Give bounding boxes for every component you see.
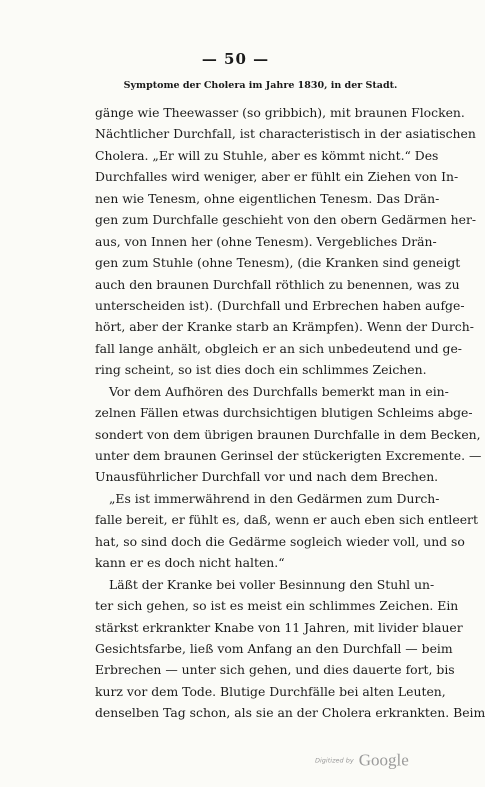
text-line: auch den braunen Durchfall röthlich zu benennen, was zu [95,276,460,292]
text-line: hat, so sind doch die Gedärme sogleich wieder voll, und so [95,533,465,549]
text-line: denselben Tag schon, als sie an der Cholera erkrankten. Beim [95,705,485,721]
text-line: Erbrechen — unter sich gehen, und dies dauerte fort, bis [95,662,455,678]
watermark-prefix: Digitized by [315,756,354,765]
text-line: Gesichtsfarbe, ließ vom Anfang an den Durchfall — beim [95,640,453,656]
text-line: ring scheint, so ist dies doch ein schlimmes Zeichen. [95,362,427,378]
text-line: unterscheiden ist). (Durchfall und Erbrechen haben aufge- [95,297,465,313]
text-line: Durchfalles wird weniger, aber er fühlt ein Ziehen von In- [95,169,459,185]
digitized-by-google-watermark [315,750,435,772]
text-line: falle bereit, er fühlt es, daß, wenn er auch eben sich entleert [95,512,478,528]
text-line: hört, aber der Kranke starb an Krämpfen). Wenn der Durch- [95,319,474,335]
text-line: gen zum Durchfalle geschieht von den obern Gedärmen her- [95,212,477,228]
text-line: Unausführlicher Durchfall vor und nach dem Brechen. [95,469,439,485]
text-line: zelnen Fällen etwas durchsichtigen blutigen Schleims abge- [95,405,473,421]
google-logo: Google [358,750,409,770]
text-line: nen wie Tenesm, ohne eigentlichen Tenesm. Das Drän- [95,190,440,206]
text-line: kurz vor dem Tode. Blutige Durchfälle bei alten Leuten, [95,683,446,699]
text-line: gänge wie Theewasser (so gribbich), mit braunen Flocken. [95,105,465,120]
body-text [95,102,485,724]
text-line: kann er es doch nicht halten.“ [95,555,285,571]
text-line: stärkst erkrankter Knabe von 11 Jahren, mit livider blauer [95,619,463,635]
text-line: ter sich gehen, so ist es meist ein schlimmes Zeichen. Ein [95,598,459,614]
text-line: unter dem braunen Gerinsel der stückerigten Excremente. — [95,448,482,463]
text-line: fall lange anhält, obgleich er an sich unbedeutend und ge- [95,340,462,356]
text-line: Läßt der Kranke bei voller Besinnung den Stuhl un- [109,576,435,592]
text-line: Nächtlicher Durchfall, ist characteristisch in der asiatischen [95,126,476,142]
text-line: aus, von Innen her (ohne Tenesm). Vergebliches Drän- [95,233,437,249]
page-number: — 50 — [201,50,270,68]
text-line: „Es ist immerwährend in den Gedärmen zum Durch- [109,490,440,506]
text-line: sondert von dem übrigen braunen Durchfalle in dem Becken, [95,426,481,442]
running-head: Symptome der Cholera im Jahre 1830, in der Stadt. [123,80,398,91]
text-line: Vor dem Aufhören des Durchfalls bemerkt man in ein- [109,383,449,399]
text-line: Cholera. „Er will zu Stuhle, aber es kömmt nicht.“ Des [95,147,439,163]
text-line: gen zum Stuhle (ohne Tenesm), (die Kranken sind geneigt [95,255,461,271]
